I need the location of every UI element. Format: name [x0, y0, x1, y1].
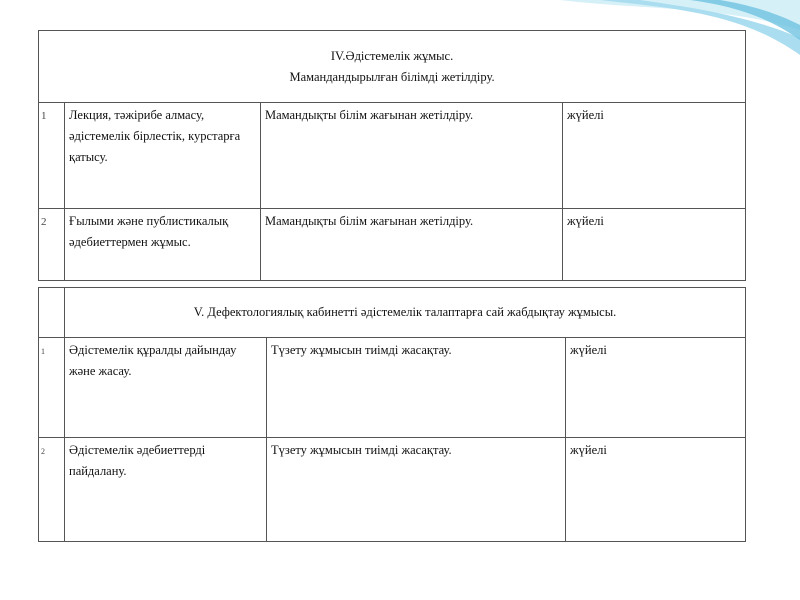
section-v-title: V. Дефектологиялық кабинетті әдістемелік талаптарға сай жабдықтау жұмысы. [193, 305, 617, 319]
section-iv-table [38, 30, 746, 281]
table-row [39, 209, 746, 281]
row-number: 1 [39, 338, 65, 438]
table-row [39, 338, 746, 438]
frequency-cell: жүйелі [563, 209, 746, 281]
activity-cell: Әдістемелік әдебиеттерді пайдалану. [65, 438, 267, 542]
section-iv-header [39, 31, 746, 103]
section-v-header [65, 288, 746, 338]
frequency-cell: жүйелі [566, 338, 746, 438]
activity-cell: Әдістемелік құралды дайындау және жасау. [65, 338, 267, 438]
frequency-cell: жүйелі [563, 103, 746, 209]
row-number: 1 [39, 103, 65, 209]
table-row [39, 438, 746, 542]
table-row [39, 103, 746, 209]
goal-cell: Мамандықты білім жағынан жетілдіру. [261, 209, 563, 281]
goal-cell: Түзету жұмысын тиімді жасақтау. [267, 338, 566, 438]
section-iv-title: IV.Әдістемелік жұмыс. [330, 48, 454, 63]
row-number: 2 [39, 209, 65, 281]
frequency-cell: жүйелі [566, 438, 746, 542]
activity-cell: Ғылыми және публистикалық әдебиеттермен жұмыс. [65, 209, 261, 281]
row-number: 2 [39, 438, 65, 542]
header-spacer-cell [39, 288, 65, 338]
section-v-table [38, 287, 746, 542]
section-iv-subtitle: Мамандандырылған білімді жетілдіру. [289, 69, 495, 84]
goal-cell: Түзету жұмысын тиімді жасақтау. [267, 438, 566, 542]
activity-cell: Лекция, тәжірибе алмасу, әдістемелік бірлестік, курстарға қатысу. [65, 103, 261, 209]
goal-cell: Мамандықты білім жағынан жетілдіру. [261, 103, 563, 209]
